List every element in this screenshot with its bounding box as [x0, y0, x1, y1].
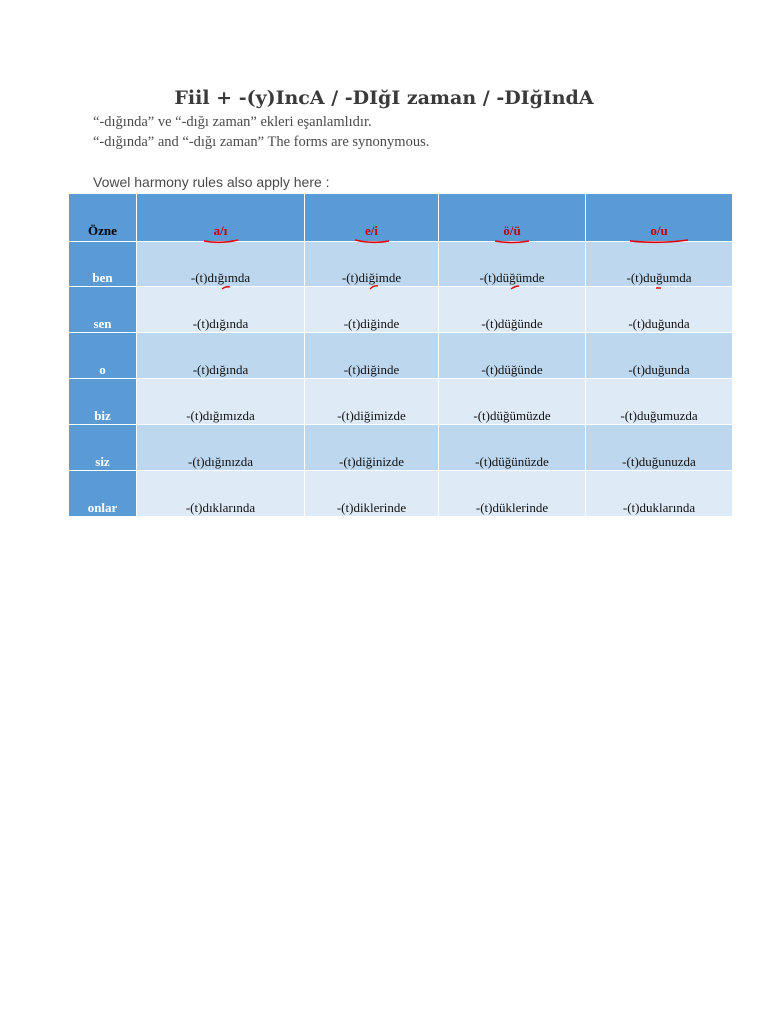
subject-cell: o: [69, 333, 137, 379]
header-label: a/ı: [213, 223, 228, 238]
red-underline-annotation: [629, 238, 689, 244]
header-a-i: [137, 194, 305, 242]
suffix-text: -(t)diğimde: [341, 270, 402, 285]
page-title: Fiil + -(y)IncA / -DIğI zaman / -DIğIndA: [174, 87, 594, 109]
note-turkish: “-dığında” ve “-dığı zaman” ekleri eşanlamlıdır.: [93, 114, 372, 130]
red-underline-annotation: [203, 238, 239, 244]
suffix-table: [68, 193, 733, 517]
suffix-cell: -(t)duğunda: [586, 287, 733, 333]
suffix-cell: -(t)dığımızda: [137, 379, 305, 425]
suffix-cell: -(t)diğimizde: [305, 379, 439, 425]
subject-cell: onlar: [69, 471, 137, 517]
red-underline-annotation: [354, 238, 390, 244]
suffix-cell: -(t)dığında: [137, 287, 305, 333]
header-label: o/u: [650, 223, 668, 238]
header-ozne: Özne: [69, 194, 137, 242]
suffix-cell: -(t)düğünde: [439, 287, 586, 333]
subject-cell: sen: [69, 287, 137, 333]
suffix-cell: -(t)diklerinde: [305, 471, 439, 517]
red-underline-annotation: [494, 238, 530, 244]
suffix-text: -(t)duğumda: [626, 270, 692, 285]
note-vowel-harmony: Vowel harmony rules also apply here :: [93, 174, 330, 190]
header-e-i: [305, 194, 439, 242]
suffix-cell: -(t)diğinde: [305, 333, 439, 379]
suffix-cell: -(t)dığınızda: [137, 425, 305, 471]
suffix-cell: [137, 242, 305, 287]
suffix-cell: -(t)duklarında: [586, 471, 733, 517]
suffix-cell: -(t)diğinizde: [305, 425, 439, 471]
subject-cell: biz: [69, 379, 137, 425]
suffix-text: -(t)düğümde: [479, 270, 545, 285]
red-mark-annotation: [369, 285, 379, 290]
table-header-row: [69, 194, 733, 242]
table-row-sen: [69, 287, 733, 333]
table-row-biz: [69, 379, 733, 425]
suffix-cell: -(t)duğunuzda: [586, 425, 733, 471]
red-mark-annotation: [221, 285, 231, 290]
suffix-cell: -(t)duğumuzda: [586, 379, 733, 425]
suffix-cell: -(t)düğünüzde: [439, 425, 586, 471]
suffix-cell: [439, 242, 586, 287]
header-o-u-umlaut: [439, 194, 586, 242]
header-label: e/i: [365, 223, 378, 238]
suffix-cell: -(t)duğunda: [586, 333, 733, 379]
red-mark-annotation: [654, 285, 664, 290]
suffix-text: -(t)dığımda: [190, 270, 251, 285]
suffix-cell: -(t)diğinde: [305, 287, 439, 333]
note-english: “-dığında” and “-dığı zaman” The forms are synonymous.: [93, 134, 430, 150]
red-mark-annotation: [510, 285, 520, 290]
subject-cell: ben: [69, 242, 137, 287]
suffix-cell: -(t)düğünde: [439, 333, 586, 379]
suffix-cell: -(t)dığında: [137, 333, 305, 379]
suffix-cell: -(t)düğümüzde: [439, 379, 586, 425]
suffix-cell: -(t)dıklarında: [137, 471, 305, 517]
suffix-cell: -(t)düklerinde: [439, 471, 586, 517]
table-row-onlar: [69, 471, 733, 517]
subject-cell: siz: [69, 425, 137, 471]
table-row-ben: [69, 242, 733, 287]
header-label: ö/ü: [503, 223, 521, 238]
table-row-siz: [69, 425, 733, 471]
suffix-cell: [305, 242, 439, 287]
header-o-u: [586, 194, 733, 242]
table-row-o: [69, 333, 733, 379]
suffix-cell: [586, 242, 733, 287]
